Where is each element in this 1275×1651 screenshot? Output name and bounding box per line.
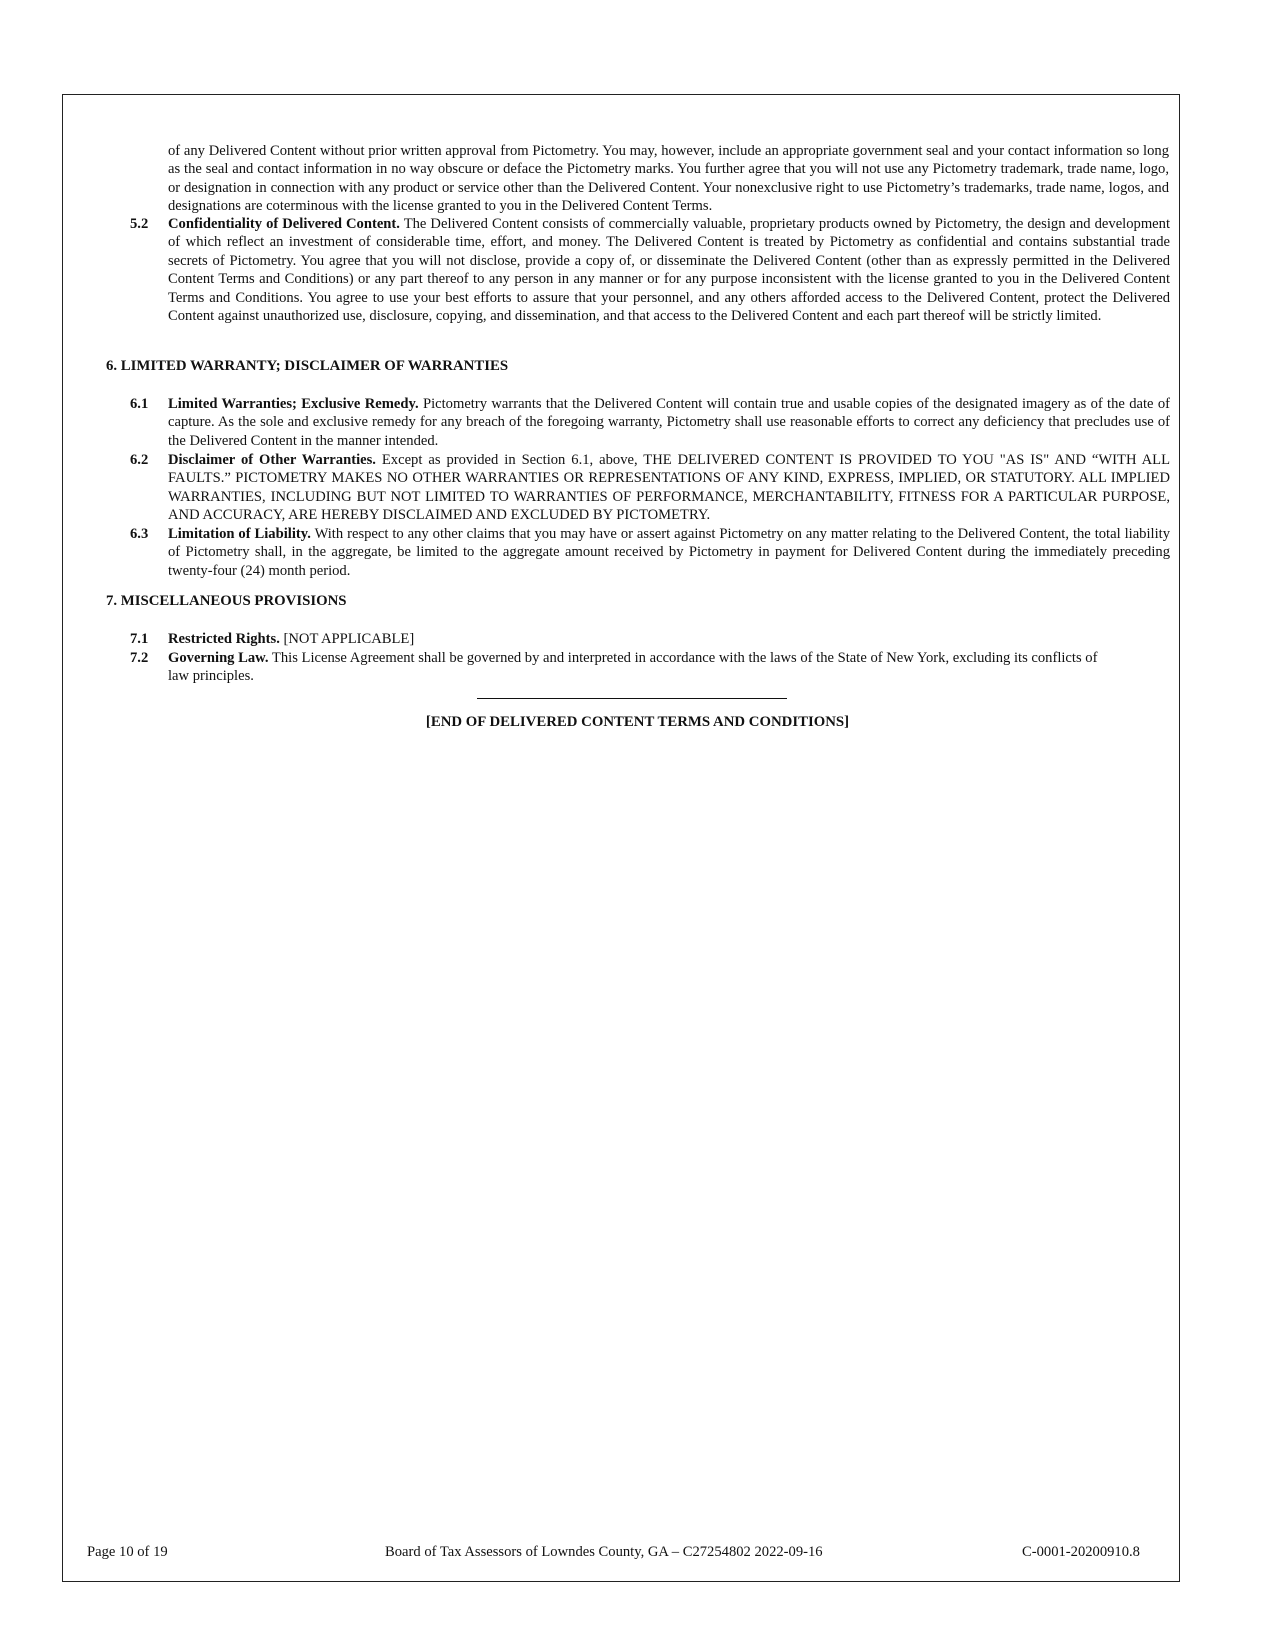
section-title: Disclaimer of Other Warranties.: [168, 452, 376, 468]
section-number: 6.3: [130, 526, 149, 542]
section-text: This License Agreement shall be governed by and interpreted in accordance with the laws of the State of New York, excluding its conflicts of law principles.: [168, 650, 1098, 685]
divider-line: [477, 698, 787, 699]
section-6-1: [130, 395, 1170, 450]
section-text: The Delivered Content consists of commercially valuable, proprietary products owned by Pictometry, the design and development of which reflect an investment of considerable time, effort, and money. The Delivered Content is treated by Pictometry as confidential and contains substantial trade secrets of Pictometry. You agree that you will not disclose, provide a copy of, or disseminate the Delivered Content (other than as expressly permitted in the Delivered Content Terms and Conditions) or any part thereof to any person in any manner or for any purpose inconsistent with the license granted to you in the Delivered Content Terms and Conditions. You agree to use your best efforts to assure that your personnel, and any others afforded access to the Delivered Content, protect the Delivered Content against unauthorized use, disclosure, copying, and dissemination, and that access to the Delivered Content and each part thereof will be strictly limited.: [168, 216, 1170, 325]
section-5-1-continuation: of any Delivered Content without prior written approval from Pictometry. You may, however, include an appropriate government seal and your contact information so long as the seal and contact information in no way obscure or deface the Pictometry marks. You further agree that you will not use any Pictometry trademark, trade name, logo, or designation in connection with any product or service other than the Delivered Content. Your nonexclusive right to use Pictometry’s trademarks, trade name, logos, and designations are coterminous with the license granted to you in the Delivered Content Terms.: [168, 143, 1169, 215]
section-text: Except as provided in Section 6.1, above, THE DELIVERED CONTENT IS PROVIDED TO YOU "AS IS" AND “WITH ALL FAULTS.” PICTOMETRY MAKES NO OTHER WARRANTIES OR REPRESENTATIONS OF ANY KIND, EXPRESS, IMPLIED, OR STATUTORY. ALL IMPLIED WARRANTIES, INCLUDING BUT NOT LIMITED TO WARRANTIES OF PERFORMANCE, MERCHANTABILITY, FITNESS FOR A PARTICULAR PURPOSE, AND ACCURACY, ARE HEREBY DISCLAIMED AND EXCLUDED BY PICTOMETRY.: [168, 452, 1170, 524]
section-6-3: [130, 525, 1170, 580]
section-title: Limitation of Liability.: [168, 526, 311, 542]
footer-page-number: Page 10 of 19: [87, 1544, 168, 1560]
section-number: 7.2: [130, 650, 149, 666]
section-number: 6.1: [130, 396, 149, 412]
section-title: Governing Law.: [168, 650, 269, 666]
section-7-heading: 7. MISCELLANEOUS PROVISIONS: [106, 593, 347, 609]
end-of-terms-label: [END OF DELIVERED CONTENT TERMS AND CONDITIONS]: [425, 714, 850, 730]
footer-document-info: Board of Tax Assessors of Lowndes County, GA – C27254802 2022-09-16: [385, 1544, 823, 1560]
section-7-2: [130, 649, 1120, 686]
footer-document-code: C-0001-20200910.8: [1022, 1544, 1140, 1560]
section-text: [NOT APPLICABLE]: [279, 631, 415, 647]
section-5-2: [130, 215, 1170, 325]
section-6-heading: 6. LIMITED WARRANTY; DISCLAIMER OF WARRANTIES: [106, 358, 509, 374]
section-6-2: [130, 451, 1170, 525]
section-number: 7.1: [130, 631, 149, 647]
section-number: 6.2: [130, 452, 149, 468]
section-text: With respect to any other claims that you may have or assert against Pictometry on any matter relating to the Delivered Content, the total liability of Pictometry shall, in the aggregate, be limited to the aggregate amount received by Pictometry in payment for Delivered Content during the immediately preceding twenty-four (24) month period.: [168, 526, 1170, 579]
section-text: Pictometry warrants that the Delivered Content will contain true and usable copies of the designated imagery as of the date of capture. As the sole and exclusive remedy for any breach of the foregoing warranty, Pictometry shall use reasonable efforts to correct any deficiency that precludes use of the Delivered Content in the manner intended.: [168, 396, 1170, 449]
section-title: Limited Warranties; Exclusive Remedy.: [168, 396, 419, 412]
section-7-1: [130, 630, 1170, 648]
section-title: Confidentiality of Delivered Content.: [168, 216, 400, 232]
section-title: Restricted Rights.: [168, 631, 280, 647]
section-number: 5.2: [130, 216, 149, 232]
